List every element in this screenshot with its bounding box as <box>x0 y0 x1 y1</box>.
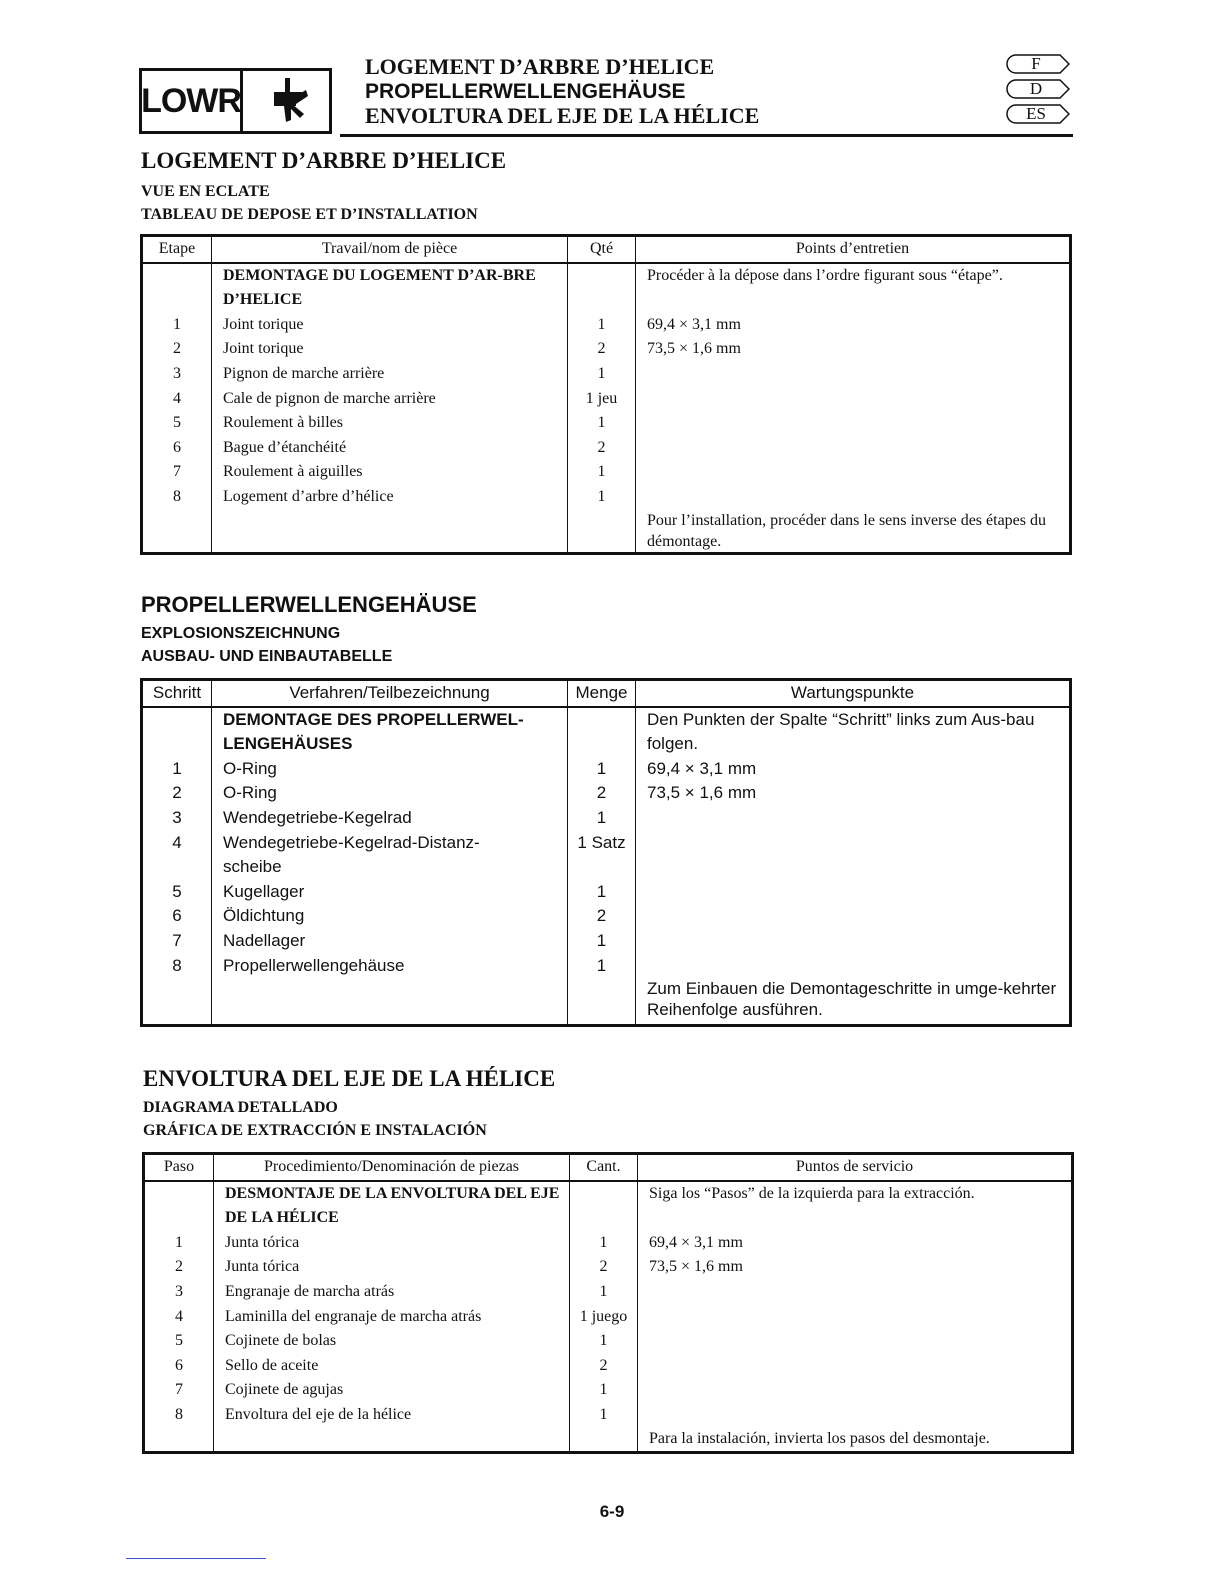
table-row: 3 Pignon de marche arrière 1 <box>142 362 1071 387</box>
table-row <box>144 1181 1073 1231</box>
disassembly-heading: DESMONTAJE DE LA ENVOLTURA DEL EJE DE LA HÉLICE <box>214 1181 570 1231</box>
language-code-es: ES <box>1006 104 1066 124</box>
section-subtitle: GRÁFICA DE EXTRACCIÓN E INSTALACIÓN <box>143 1122 487 1139</box>
language-codes <box>1006 54 1070 129</box>
propeller-shaft-icon <box>243 71 329 131</box>
installation-note: Zum Einbauen die Demontageschritte in umge-kehrter Reihenfolge ausführen. <box>636 978 1071 1026</box>
installation-note: Para la instalación, invierta los pasos del desmontaje. <box>638 1428 1073 1453</box>
section-title: PROPELLERWELLENGEHÄUSE <box>141 592 477 617</box>
table-row: 4 Laminilla del engranaje de marcha atrás 1 juego <box>144 1305 1073 1330</box>
section-title: LOGEMENT D’ARBRE D’HELICE <box>141 148 507 173</box>
header-title-fr: LOGEMENT D’ARBRE D’HELICE <box>365 54 715 79</box>
removal-table-de <box>140 678 1072 1027</box>
table-row: 6 Sello de aceite 2 <box>144 1354 1073 1379</box>
disassembly-heading: DEMONTAGE DU LOGEMENT D’AR-BRE D’HELICE <box>212 263 568 313</box>
table-row: 1 Joint torique 1 69,4 × 3,1 mm <box>142 313 1071 338</box>
table-row <box>142 263 1071 313</box>
table-row: 8 Propellerwellengehäuse 1 <box>142 954 1071 979</box>
section-fr <box>141 148 506 226</box>
section-de <box>141 592 477 668</box>
table-row: 2 Joint torique 2 73,5 × 1,6 mm <box>142 337 1071 362</box>
column-header: Points d’entretien <box>636 236 1071 263</box>
section-subtitle: TABLEAU DE DEPOSE ET D’INSTALLATION <box>141 206 478 223</box>
column-header: Wartungspunkte <box>636 680 1071 707</box>
header-title-es: ENVOLTURA DEL EJE DE LA HÉLICE <box>365 103 760 128</box>
table-row <box>142 978 1071 1026</box>
section-badge <box>139 68 332 134</box>
service-note: Siga los “Pasos” de la izquierda para la extracción. <box>638 1181 1073 1231</box>
removal-table-fr <box>140 234 1072 555</box>
table-row: 1 Junta tórica 1 69,4 × 3,1 mm <box>144 1231 1073 1256</box>
section-es <box>143 1066 555 1142</box>
removal-table-es <box>142 1152 1074 1454</box>
table-row: 4 Wendegetriebe-Kegelrad-Distanz-scheibe 1 Satz <box>142 831 1071 880</box>
table-header <box>142 236 1071 263</box>
table-row: 1 O-Ring 1 69,4 × 3,1 mm <box>142 757 1071 782</box>
column-header: Schritt <box>142 680 212 707</box>
section-subtitle: EXPLOSIONSZEICHNUNG <box>141 625 341 642</box>
table-row: 8 Envoltura del eje de la hélice 1 <box>144 1403 1073 1428</box>
column-header: Cant. <box>570 1154 638 1181</box>
footer-rule <box>126 1558 266 1559</box>
header-rule <box>340 134 1073 137</box>
column-header: Paso <box>144 1154 214 1181</box>
table-row: 6 Öldichtung 2 <box>142 904 1071 929</box>
table-row: 5 Cojinete de bolas 1 <box>144 1329 1073 1354</box>
column-header: Verfahren/Teilbezeichnung <box>212 680 568 707</box>
column-header: Qté <box>568 236 636 263</box>
section-subtitle: DIAGRAMA DETALLADO <box>143 1099 338 1116</box>
header-titles <box>365 55 759 129</box>
installation-note: Pour l’installation, procéder dans le sens inverse des étapes du démontage. <box>636 510 1071 554</box>
table-header <box>144 1154 1073 1181</box>
column-header: Menge <box>568 680 636 707</box>
column-header: Etape <box>142 236 212 263</box>
table-row: 3 Engranaje de marcha atrás 1 <box>144 1280 1073 1305</box>
section-subtitle: VUE EN ECLATE <box>141 183 270 200</box>
page-number: 6-9 <box>599 1502 625 1521</box>
table-row <box>144 1428 1073 1453</box>
section-subtitle: AUSBAU- UND EINBAUTABELLE <box>141 648 393 665</box>
table-row: 5 Roulement à billes 1 <box>142 411 1071 436</box>
table-row: 2 Junta tórica 2 73,5 × 1,6 mm <box>144 1255 1073 1280</box>
disassembly-heading: DEMONTAGE DES PROPELLERWEL-LENGEHÄUSES <box>212 707 568 757</box>
badge-code: LOWR <box>142 71 243 131</box>
table-header <box>142 680 1071 707</box>
table-row: 8 Logement d’arbre d’hélice 1 <box>142 485 1071 510</box>
table-row: 4 Cale de pignon de marche arrière 1 jeu <box>142 387 1071 412</box>
table-row: 6 Bague d’étanchéité 2 <box>142 436 1071 461</box>
table-row: 3 Wendegetriebe-Kegelrad 1 <box>142 806 1071 831</box>
column-header: Travail/nom de pièce <box>212 236 568 263</box>
column-header: Procedimiento/Denominación de piezas <box>214 1154 570 1181</box>
column-header: Puntos de servicio <box>638 1154 1073 1181</box>
table-row: 2 O-Ring 2 73,5 × 1,6 mm <box>142 781 1071 806</box>
section-title: ENVOLTURA DEL EJE DE LA HÉLICE <box>143 1066 556 1091</box>
table-row <box>142 707 1071 757</box>
table-row: 7 Roulement à aiguilles 1 <box>142 460 1071 485</box>
language-code-fr: F <box>1006 54 1066 74</box>
header-title-de: PROPELLERWELLENGEHÄUSE <box>365 79 686 103</box>
table-row: 5 Kugellager 1 <box>142 880 1071 905</box>
language-code-de: D <box>1006 79 1066 99</box>
service-note: Den Punkten der Spalte “Schritt” links zum Aus-bau folgen. <box>636 707 1071 757</box>
service-note: Procéder à la dépose dans l’ordre figurant sous “étape”. <box>636 263 1071 313</box>
table-row <box>142 510 1071 554</box>
table-row: 7 Cojinete de agujas 1 <box>144 1378 1073 1403</box>
table-row: 7 Nadellager 1 <box>142 929 1071 954</box>
